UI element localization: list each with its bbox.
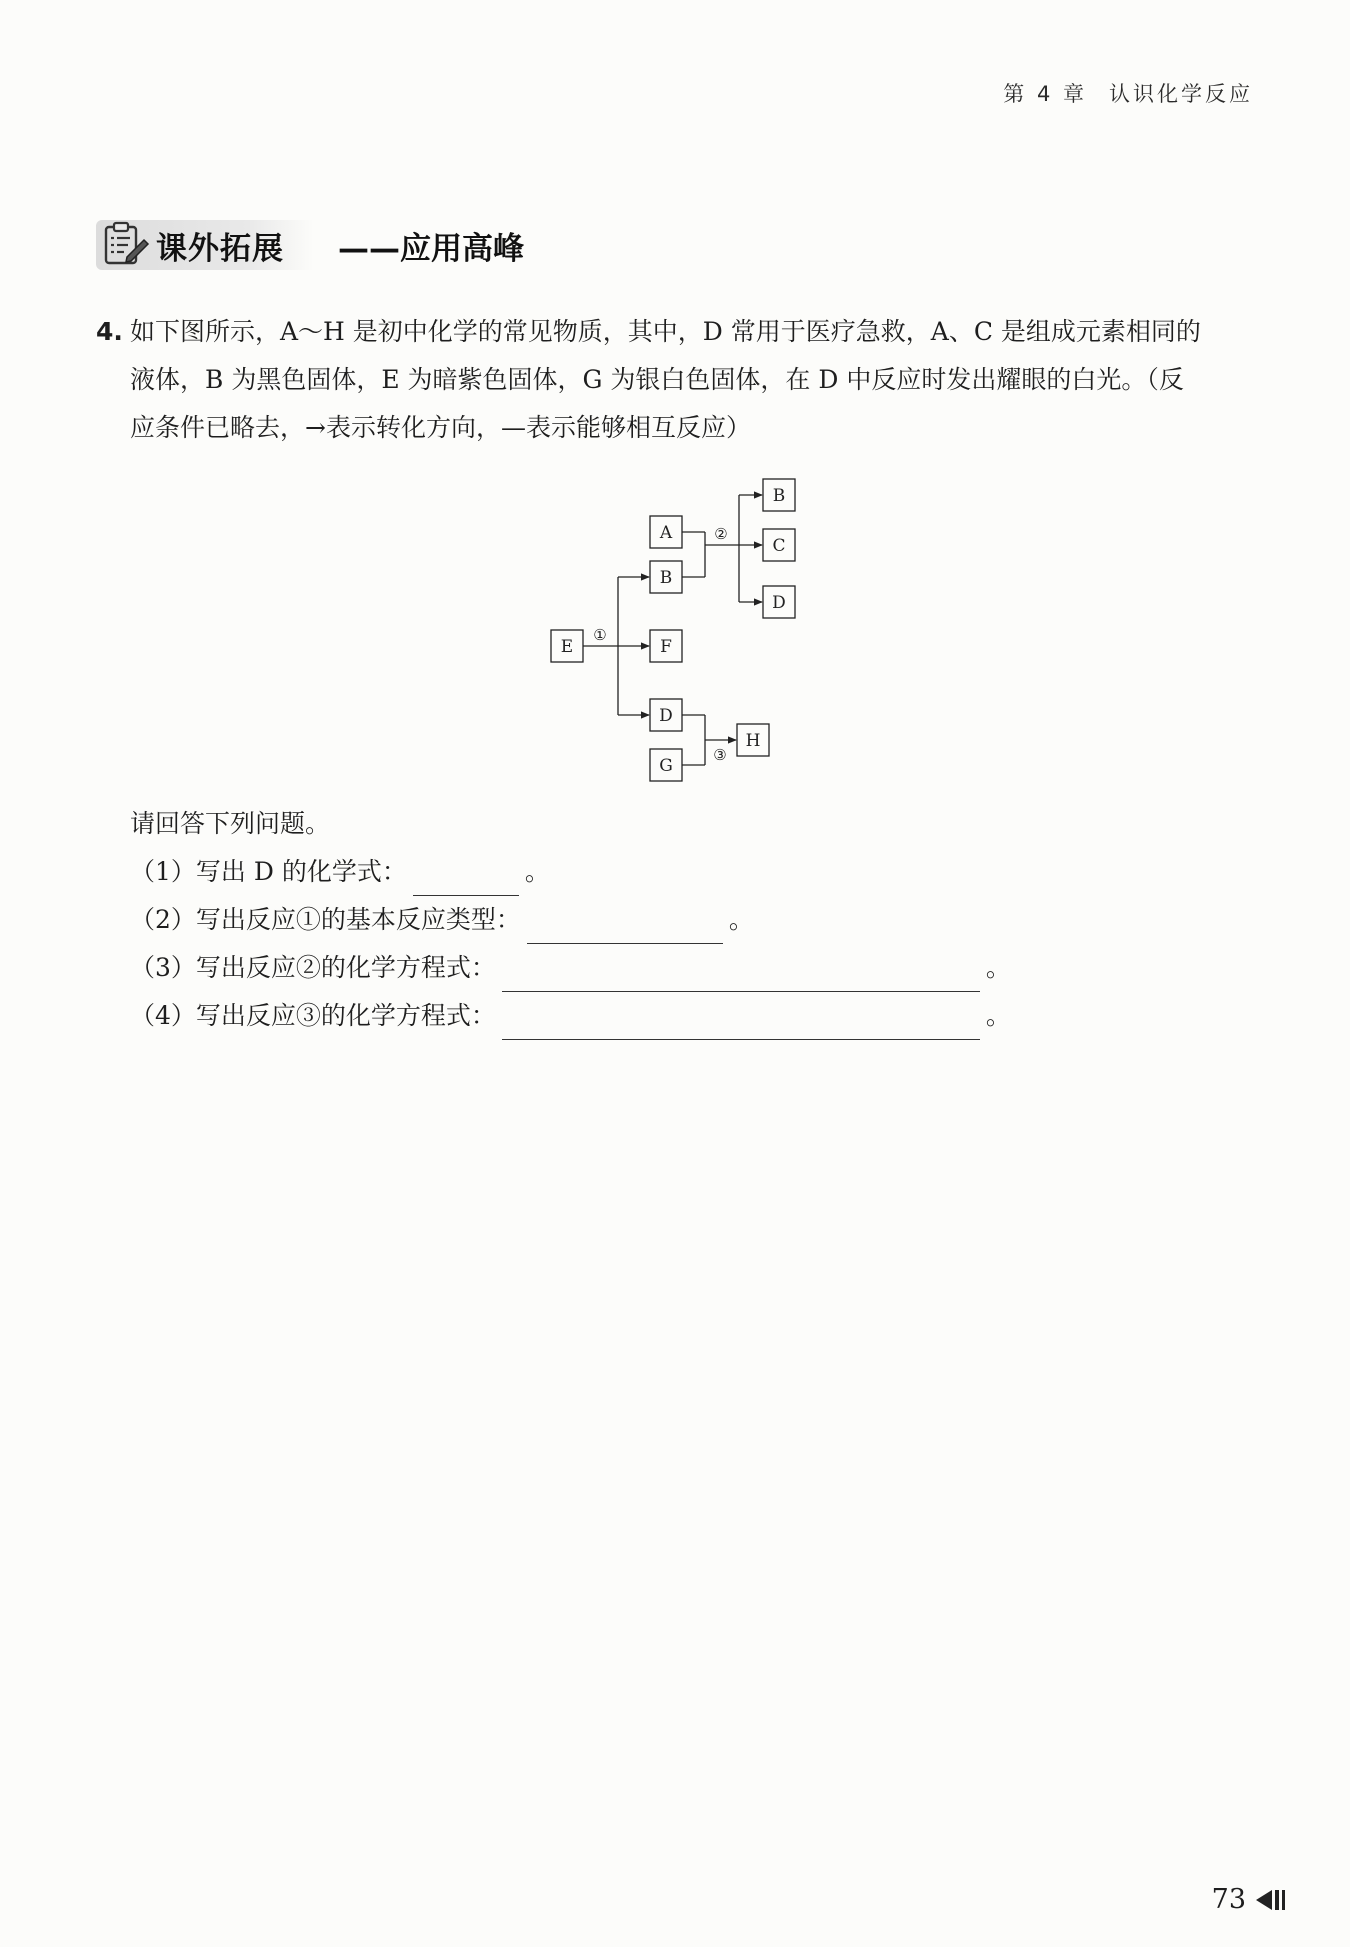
node-e: E — [560, 637, 574, 657]
reaction-marker-1: ① — [593, 626, 607, 644]
node-b-right: B — [772, 486, 786, 506]
reaction-marker-2: ② — [714, 525, 728, 543]
node-d-right: D — [772, 593, 786, 613]
sub-question-1-end: 。 — [524, 857, 550, 886]
node-b-left: B — [659, 568, 673, 588]
node-h: H — [745, 731, 761, 751]
question-4 — [96, 308, 1256, 452]
answer-blank-2[interactable] — [527, 909, 723, 944]
sub-question-2-label: （2）写出反应①的基本反应类型： — [130, 905, 521, 934]
node-c: C — [772, 536, 786, 556]
answer-prompt: 请回答下列问题。 — [130, 809, 331, 838]
node-g: G — [659, 756, 673, 776]
node-a: A — [659, 523, 673, 543]
section-banner — [96, 220, 524, 270]
section-title: 课外拓展 — [156, 230, 284, 267]
chapter-title: 认识化学反应 — [1109, 82, 1253, 106]
sub-question-1 — [130, 848, 1011, 896]
sub-question-2 — [130, 896, 1011, 944]
answer-blank-1[interactable] — [413, 861, 519, 896]
sub-question-3-label: （3）写出反应②的化学方程式： — [130, 953, 496, 982]
node-d-left: D — [659, 706, 673, 726]
sub-question-4-end: 。 — [985, 1001, 1011, 1030]
section-title-tab — [96, 220, 314, 270]
page-number: 73 — [1211, 1884, 1246, 1915]
chapter-number: 第 4 章 — [1003, 82, 1087, 106]
sub-question-2-end: 。 — [728, 905, 754, 934]
page-footer — [1212, 1884, 1288, 1915]
sub-question-1-label: （1）写出 D 的化学式： — [130, 857, 407, 886]
page-marker-icon — [1254, 1887, 1288, 1913]
chapter-header — [1003, 78, 1253, 108]
question-number: 4. — [96, 317, 123, 346]
node-f: F — [660, 637, 672, 657]
answer-blank-3[interactable] — [502, 957, 980, 992]
answer-section — [130, 800, 1011, 1040]
answer-blank-4[interactable] — [502, 1005, 980, 1040]
sub-question-3-end: 。 — [985, 953, 1011, 982]
question-stem-line-2: 液体，B 为黑色固体，E 为暗紫色固体，G 为银白色固体，在 D 中反应时发出耀眼的白光。（反 — [130, 365, 1184, 394]
sub-question-4-label: （4）写出反应③的化学方程式： — [130, 1001, 496, 1030]
question-stem-line-1: 如下图所示，A～H 是初中化学的常见物质，其中，D 常用于医疗急救，A、C 是组成元素相同的 — [130, 317, 1201, 346]
section-subtitle: ——应用高峰 — [338, 230, 524, 267]
sub-question-4 — [130, 992, 1011, 1040]
sub-question-3 — [130, 944, 1011, 992]
reaction-marker-3: ③ — [713, 746, 727, 764]
clipboard-pencil-icon — [100, 220, 150, 270]
reaction-diagram — [545, 475, 815, 787]
question-stem-line-3: 应条件已略去，→表示转化方向，—表示能够相互反应） — [130, 413, 751, 442]
